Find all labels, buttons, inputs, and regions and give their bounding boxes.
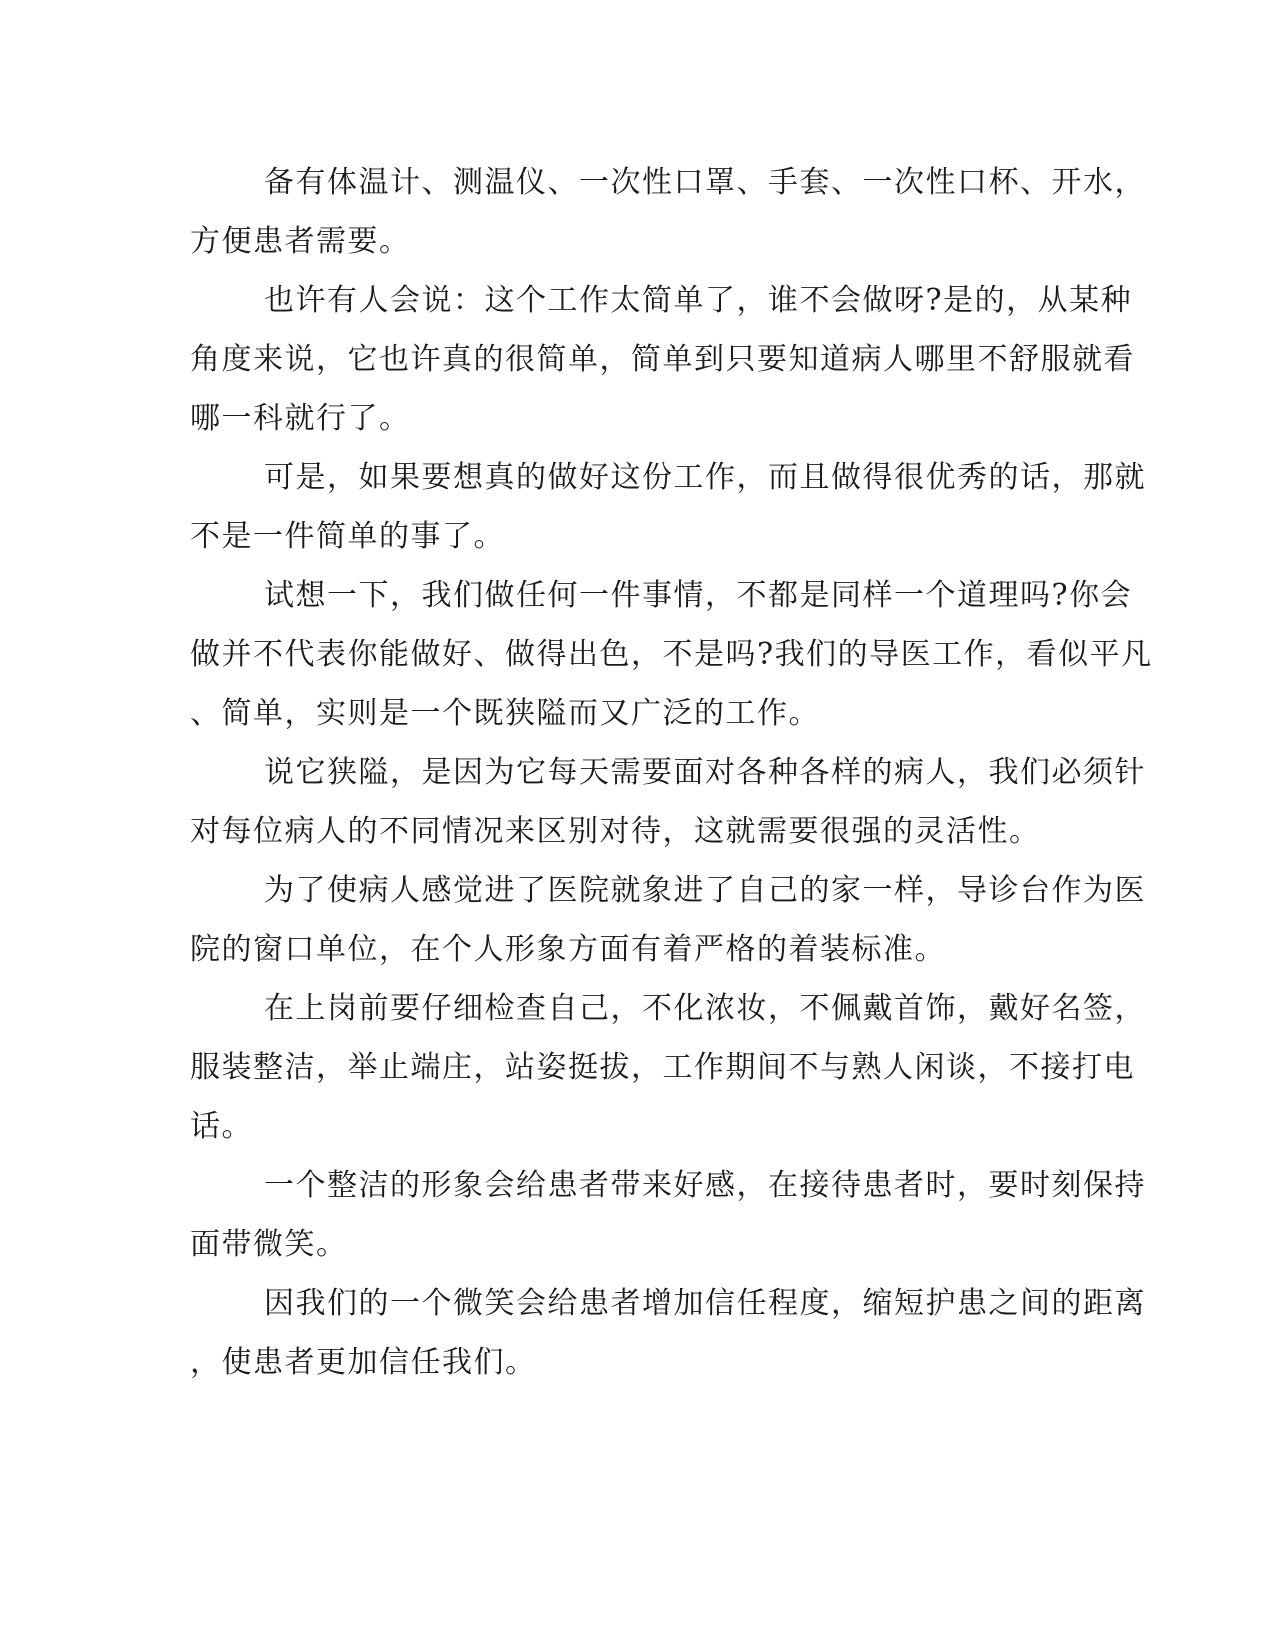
text-line: 说它狭隘，是因为它每天需要面对各种各样的病人，我们必须针 <box>264 755 1146 790</box>
text-line: 在上岗前要仔细检查自己，不化浓妆，不佩戴首饰，戴好名签， <box>264 991 1146 1026</box>
text-line: 面带微笑。 <box>190 1227 348 1262</box>
text-line: ，使患者更加信任我们。 <box>190 1345 537 1380</box>
text-line: 方便患者需要。 <box>190 224 411 259</box>
text-line: 话。 <box>190 1109 253 1144</box>
text-line: 不是一件简单的事了。 <box>190 519 505 554</box>
text-line: 、简单，实则是一个既狭隘而又广泛的工作。 <box>190 696 820 731</box>
text-line: 服装整洁，举止端庄，站姿挺拔，工作期间不与熟人闲谈，不接打电 <box>190 1050 1135 1085</box>
text-line: 做并不代表你能做好、做得出色，不是吗?我们的导医工作，看似平凡 <box>190 637 1153 672</box>
text-line: 角度来说，它也许真的很简单，简单到只要知道病人哪里不舒服就看 <box>190 342 1135 377</box>
text-line: 为了使病人感觉进了医院就象进了自己的家一样，导诊台作为医 <box>264 873 1146 908</box>
text-line: 一个整洁的形象会给患者带来好感，在接待患者时，要时刻保持 <box>264 1168 1146 1203</box>
text-line: 也许有人会说：这个工作太简单了，谁不会做呀?是的，从某种 <box>264 283 1133 318</box>
text-line: 因我们的一个微笑会给患者增加信任程度，缩短护患之间的距离 <box>264 1286 1146 1321</box>
text-line: 院的窗口单位，在个人形象方面有着严格的着装标准。 <box>190 932 946 967</box>
text-line: 备有体温计、测温仪、一次性口罩、手套、一次性口杯、开水， <box>264 165 1146 200</box>
text-line: 哪一科就行了。 <box>190 401 411 436</box>
text-line: 可是，如果要想真的做好这份工作，而且做得很优秀的话，那就 <box>264 460 1146 495</box>
text-line: 对每位病人的不同情况来区别对待，这就需要很强的灵活性。 <box>190 814 1041 849</box>
text-line: 试想一下，我们做任何一件事情，不都是同样一个道理吗?你会 <box>264 578 1133 613</box>
